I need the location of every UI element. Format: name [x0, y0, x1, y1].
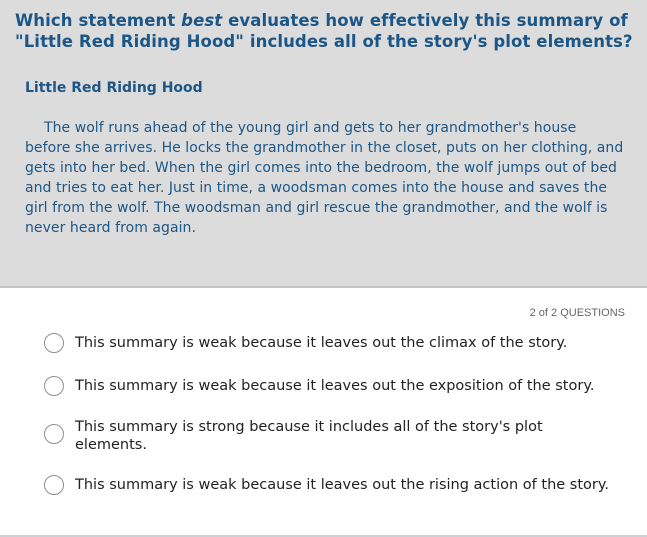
- radio-button-icon[interactable]: [44, 424, 64, 444]
- answer-option-label: This summary is weak because it leaves out the exposition of the story.: [75, 378, 595, 394]
- answer-option-label: This summary is weak because it leaves out the climax of the story.: [75, 335, 568, 351]
- question-prompt: [15, 10, 635, 52]
- question-prefix: Which statement: [15, 11, 182, 30]
- question-counter: 2 of 2 QUESTIONS: [529, 307, 625, 319]
- question-suffix: evaluates how effectively this summary of "Little Red Riding Hood" includes all of the story's plot elements?: [15, 11, 633, 51]
- answer-option-2[interactable]: [44, 376, 624, 396]
- passage-text: The wolf runs ahead of the young girl and gets to her grandmother's house before she arrives. He locks the grandmother in the closet, puts on her clothing, and gets into her bed. When the girl comes into the bedroom, the wolf jumps out of bed and tries to eat her. Just in time, a woodsman comes into the house and saves the girl from the wolf. The woodsman and girl rescue the grandmother, and the wolf is never heard from again.: [25, 120, 624, 236]
- question-emphasis: best: [181, 11, 223, 30]
- answer-option-label: This summary is strong because it includes all of the story's plot elements.: [75, 419, 543, 453]
- radio-button-icon[interactable]: [44, 376, 64, 396]
- answer-option-3[interactable]: [44, 418, 624, 454]
- answer-option-label: This summary is weak because it leaves out the rising action of the story.: [75, 477, 609, 493]
- radio-button-icon[interactable]: [44, 333, 64, 353]
- passage-title: Little Red Riding Hood: [25, 80, 203, 96]
- radio-button-icon[interactable]: [44, 475, 64, 495]
- answer-option-4[interactable]: [44, 475, 624, 495]
- answer-option-1[interactable]: [44, 333, 624, 353]
